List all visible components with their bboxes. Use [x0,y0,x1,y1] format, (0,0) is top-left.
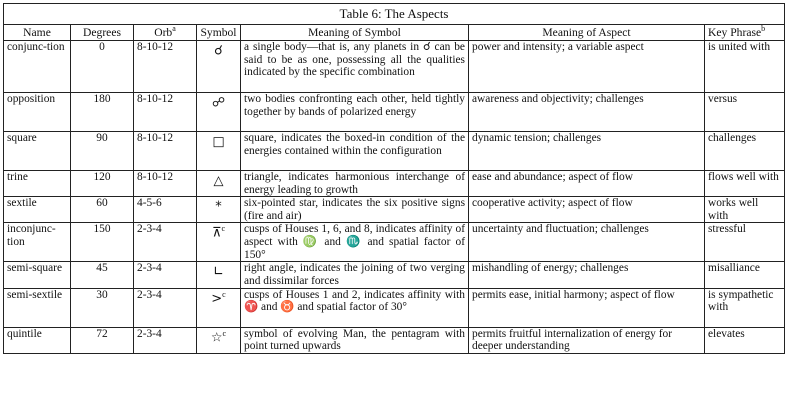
symbol-glyph: △ [213,173,224,189]
key-phrase: versus [705,93,785,132]
key-phrase: is sympathetic with [705,288,785,327]
meaning-of-symbol: square, indicates the boxed-in condition of the energies contained within the configuration [241,132,469,171]
aspect-degrees: 45 [71,262,134,288]
meaning-of-symbol: triangle, indicates harmonious interchange of energy leading to growth [241,171,469,197]
symbol-note: c [222,328,227,338]
document-page [3,3,784,413]
meaning-of-aspect: uncertainty and fluctuation; challenges [469,223,705,262]
sextile-symbol-icon [197,197,241,223]
table-title: Table 6: The Aspects [4,4,785,25]
symbol-glyph: ⊼ [211,225,222,241]
footnote-marker-b: b [761,24,766,34]
header-degrees-label: Degrees [83,26,121,39]
semi-square-symbol-icon [197,262,241,288]
header-meaning-aspect-label: Meaning of Aspect [542,26,631,39]
meaning-of-aspect: power and intensity; a variable aspect [469,41,705,93]
table-row [4,171,785,197]
symbol-glyph: ∟ [213,264,224,280]
aspect-degrees: 90 [71,132,134,171]
symbol-note: c [221,224,226,234]
header-symbol [197,25,241,41]
symbol-note: c [222,289,226,299]
key-phrase: is united with [705,41,785,93]
aspect-name: sextile [4,197,71,223]
aspect-degrees: 120 [71,171,134,197]
meaning-of-aspect: cooperative activity; aspect of flow [469,197,705,223]
meaning-of-aspect: ease and abundance; aspect of flow [469,171,705,197]
aspect-name: quintile [4,327,71,353]
key-phrase: challenges [705,132,785,171]
table-row [4,132,785,171]
aspect-name: opposition [4,93,71,132]
meaning-of-symbol: two bodies confronting each other, held tightly together by bands of polarized energy [241,93,469,132]
meaning-of-symbol: cusps of Houses 1, 6, and 8, indicates affinity of aspect with ♍ and ♏ and spatial factor of 150° [241,223,469,262]
meaning-of-symbol: right angle, indicates the joining of two verging and dissimilar forces [241,262,469,288]
aspect-degrees: 30 [71,288,134,327]
table-row [4,327,785,353]
meaning-of-aspect: mishandling of energy; challenges [469,262,705,288]
aspect-name: square [4,132,71,171]
symbol-glyph: □ [212,134,225,150]
meaning-of-symbol: cusps of Houses 1 and 2, indicates affinity with ♈ and ♉ and spatial factor of 30° [241,288,469,327]
aspect-name: conjunc-tion [4,41,71,93]
aspect-orb: 2-3-4 [134,262,197,288]
aspect-orb: 2-3-4 [134,327,197,353]
table-row [4,288,785,327]
aspect-orb: 2-3-4 [134,288,197,327]
quintile-symbol-icon [197,327,241,353]
aspect-degrees: 150 [71,223,134,262]
aspect-orb: 8-10-12 [134,93,197,132]
meaning-of-symbol: a single body—that is, any planets in ☌ can be said to be as one, possessing all the qualities indicated by the specific combination [241,41,469,93]
table-row [4,93,785,132]
symbol-glyph: ☆ [210,329,223,345]
aspect-name: trine [4,171,71,197]
header-meaning-symbol [241,25,469,41]
aspect-name: semi-sextile [4,288,71,327]
header-key-phrase [705,25,785,41]
aspect-name: semi-square [4,262,71,288]
aspect-orb: 4-5-6 [134,197,197,223]
key-phrase: stressful [705,223,785,262]
key-phrase: misalliance [705,262,785,288]
aspect-degrees: 180 [71,93,134,132]
meaning-of-aspect: permits ease, initial harmony; aspect of flow [469,288,705,327]
header-meaning-aspect [469,25,705,41]
table-title-row [4,4,785,25]
key-phrase: elevates [705,327,785,353]
header-name [4,25,71,41]
symbol-glyph: ☍ [211,95,226,111]
aspect-orb: 2-3-4 [134,223,197,262]
header-orb-label: Orb [154,26,173,39]
header-orb [134,25,197,41]
header-name-label: Name [23,26,51,39]
aspect-degrees: 0 [71,41,134,93]
conjunction-symbol-icon [197,41,241,93]
aspect-name: inconjunc-tion [4,223,71,262]
symbol-glyph: * [215,199,222,215]
table-row [4,41,785,93]
opposition-symbol-icon [197,93,241,132]
aspect-orb: 8-10-12 [134,171,197,197]
table-header-row [4,25,785,41]
header-symbol-label: Symbol [200,26,237,39]
aspects-table [3,3,785,354]
symbol-glyph: ☌ [214,43,223,59]
meaning-of-aspect: dynamic tension; challenges [469,132,705,171]
table-row [4,197,785,223]
square-symbol-icon [197,132,241,171]
aspect-orb: 8-10-12 [134,132,197,171]
aspect-degrees: 72 [71,327,134,353]
meaning-of-symbol: six-pointed star, indicates the six positive signs (fire and air) [241,197,469,223]
meaning-of-aspect: awareness and objectivity; challenges [469,93,705,132]
table-row [4,223,785,262]
trine-symbol-icon [197,171,241,197]
footnote-marker-a: a [172,24,176,34]
symbol-glyph: > [211,290,223,306]
header-meaning-symbol-label: Meaning of Symbol [308,26,401,39]
meaning-of-symbol: symbol of evolving Man, the pentagram with point turned upwards [241,327,469,353]
semi-sextile-symbol-icon [197,288,241,327]
aspect-orb: 8-10-12 [134,41,197,93]
meaning-of-aspect: permits fruitful internalization of energy for deeper understanding [469,327,705,353]
inconjunction-symbol-icon [197,223,241,262]
header-key-phrase-label: Key Phrase [708,26,762,39]
table-row [4,262,785,288]
header-degrees [71,25,134,41]
key-phrase: works well with [705,197,785,223]
key-phrase: flows well with [705,171,785,197]
aspect-degrees: 60 [71,197,134,223]
